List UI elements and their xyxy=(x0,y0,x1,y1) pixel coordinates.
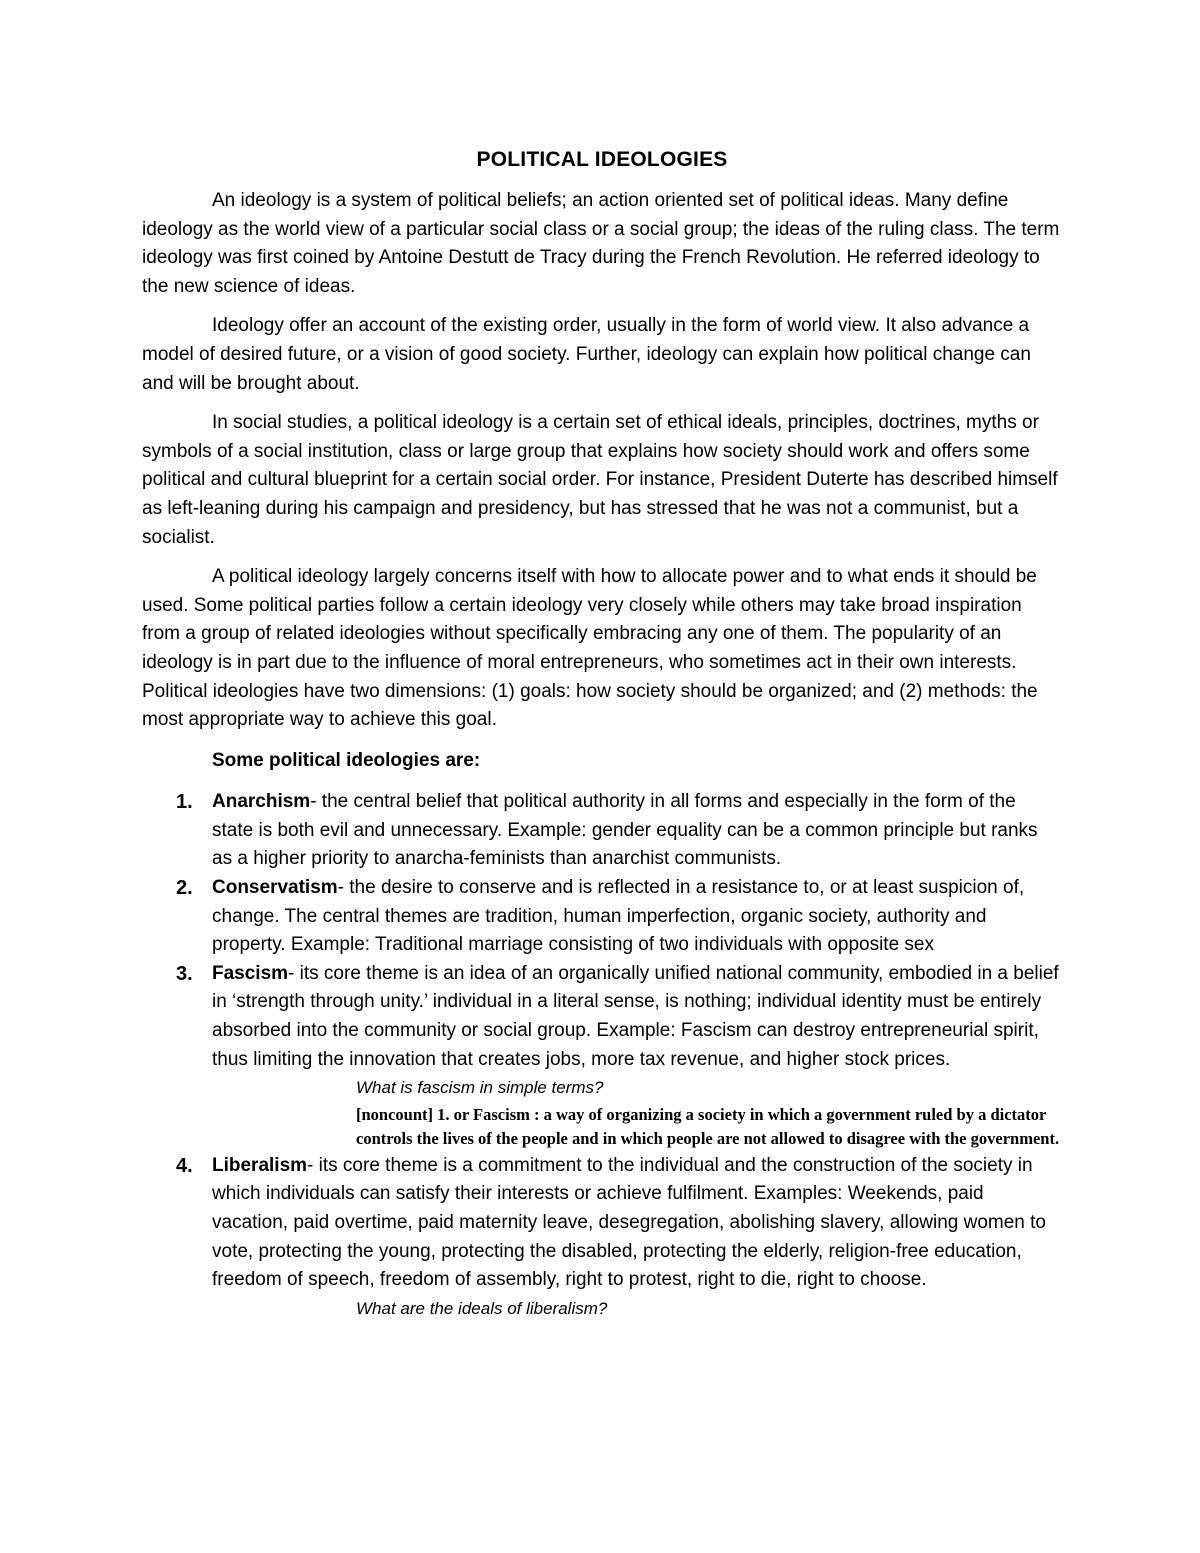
item-question: What is fascism in simple terms? xyxy=(356,1078,604,1098)
item-description: - the desire to conserve and is reflected in a resistance to, or at least suspicion of, change. The central themes are tradition, human imperfection, organic society, authority and property. Example: Traditional marriage consisting of two individuals with opposite sex xyxy=(212,877,1025,956)
list-item xyxy=(142,874,1062,960)
item-description: - the central belief that political authority in all forms and especially in the form of the state is both evil and unnecessary. Example: gender equality can be a common principle but ranks as a higher priority to anarcha-feminists than anarchist communists. xyxy=(212,791,1038,870)
item-qa xyxy=(356,1295,1062,1324)
paragraph-definition: An ideology is a system of political beliefs; an action oriented set of political ideas. Many define ideology as the world view of a particular social class or a social group; the ideas of the ruling class. The term ideology was first coined by Antoine Destutt de Tracy during the French Revolution. He referred ideology to the new science of ideas. xyxy=(142,190,1060,297)
item-description: - its core theme is a commitment to the individual and the construction of the society in which individuals can satisfy their interests or achieve fulfilment. Examples: Weekends, paid vacation, paid overtime, paid maternity leave, desegregation, abolishing slavery, allowing women to vote, protecting the young, protecting the disabled, protecting the elderly, religion-free education, freedom of speech, freedom of assembly, right to protest, right to die, right to choose. xyxy=(212,1154,1046,1291)
item-term: Liberalism xyxy=(212,1154,308,1176)
list-item xyxy=(142,788,1062,874)
item-qa xyxy=(356,1074,1062,1152)
paragraph-social-studies: In social studies, a political ideology is a certain set of ethical ideals, principles, doctrines, myths or symbols of a social institution, class or large group that explains how society should work and offers some political and cultural blueprint for a certain social order. For instance, President Duterte has described himself as left-leaning during his campaign and presidency, but has stressed that he was not a communist, but a socialist. xyxy=(142,412,1058,548)
item-term: Anarchism xyxy=(212,791,311,813)
list-item xyxy=(142,960,1062,1152)
list-item xyxy=(142,1152,1062,1324)
paragraph-power: A political ideology largely concerns itself with how to allocate power and to what ends it should be used. Some political parties follow a certain ideology very closely while others may take broad inspiration from a group of related ideologies without specifically embracing any one of them. The popularity of an ideology is in part due to the influence of moral entrepreneurs, who sometimes act in their own interests. Political ideologies have two dimensions: (1) goals: how society should be organized; and (2) methods: the most appropriate way to achieve this goal. xyxy=(142,566,1038,731)
item-number: 3. xyxy=(176,962,193,985)
list-heading: Some political ideologies are: xyxy=(212,749,481,771)
item-description: - its core theme is an idea of an organically unified national community, embodied in a belief in ‘strength through unity.’ individual in a literal sense, is nothing; individual identity must be entirely absorbed into the community or social group. Example: Fascism can destroy entrepreneurial spirit, thus limiting the innovation that creates jobs, more tax revenue, and higher stock prices. xyxy=(212,962,1059,1070)
document-body xyxy=(142,142,1062,1323)
item-answer: [noncount] 1. or Fascism : a way of organizing a society in which a government ruled by a dictator controls the lives of the people and in which people are not allowed to disagree with the government. xyxy=(356,1104,1060,1149)
paragraph-account: Ideology offer an account of the existing order, usually in the form of world view. It also advance a model of desired future, or a vision of good society. Further, ideology can explain how political change can and will be brought about. xyxy=(142,315,1031,394)
item-term: Conservatism xyxy=(212,877,338,899)
item-term: Fascism xyxy=(212,962,289,984)
ideology-list xyxy=(142,788,1062,1323)
document-title: POLITICAL IDEOLOGIES xyxy=(476,148,728,171)
item-number: 2. xyxy=(176,877,193,900)
item-question: What are the ideals of liberalism? xyxy=(356,1298,608,1318)
item-number: 4. xyxy=(176,1154,193,1177)
item-number: 1. xyxy=(176,791,193,814)
